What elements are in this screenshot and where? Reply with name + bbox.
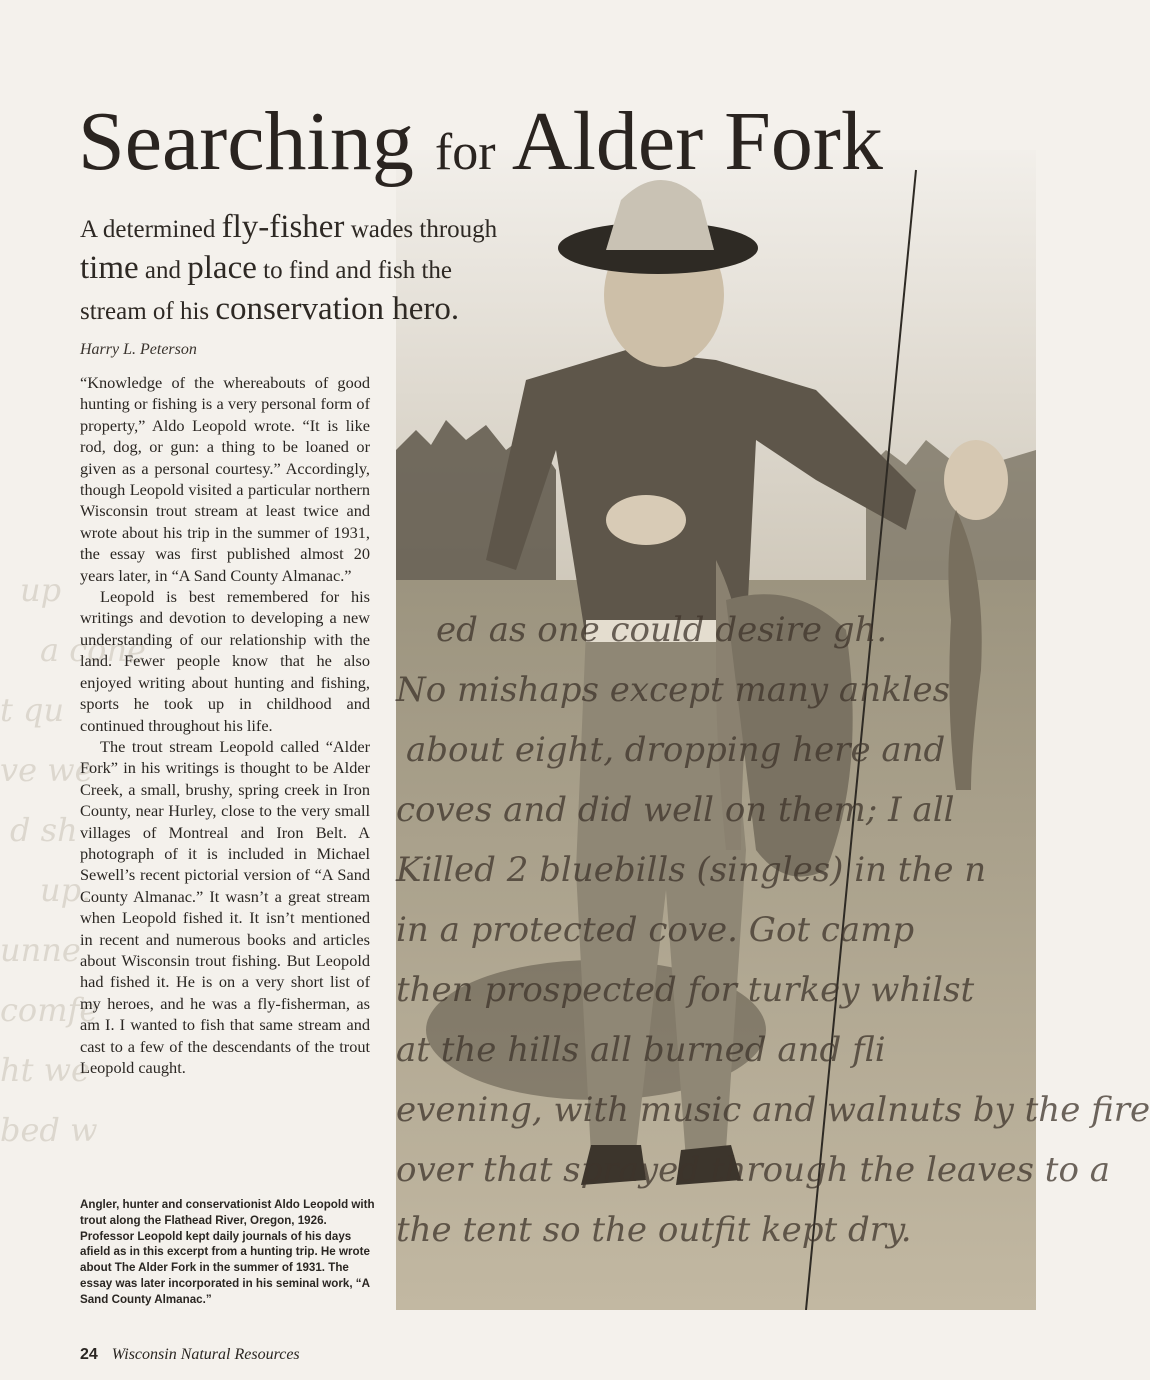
title-word-searching: Searching (78, 95, 414, 188)
title-word-for: for (434, 124, 496, 181)
handwriting-line: at the hills all burned and fli (396, 1030, 886, 1070)
handwriting-line: the tent so the outfit kept dry. (396, 1210, 912, 1250)
deck-text-emph: conservation hero. (215, 291, 460, 327)
handwriting-line: Killed 2 bluebills (singles) in the n (396, 850, 987, 890)
deck-text: to find and fish the (256, 257, 452, 284)
body-paragraph: Leopold is best remembered for his writings and devotion to developing a new understanding of our relationship with the land. Fewer people know that he also enjoyed writing about hunting and fishing, sports he took up in childhood and continued throughout his life. (80, 587, 370, 735)
left-handwriting-line: d sh (10, 811, 78, 849)
handwriting-line: then prospected for turkey whilst (396, 970, 975, 1010)
deck-text: A determined (80, 216, 222, 243)
article-deck (80, 208, 580, 331)
photo-caption: Angler, hunter and conservationist Aldo Leopold with trout along the Flathead River, Oregon, 1926. Professor Leopold kept daily journals of his days afield as in this excerpt from a hunting trip. He wrote about The Alder Fork in the summer of 1931. The essay was later incorporated in his seminal work, “A Sand County Almanac.” (80, 1198, 375, 1306)
deck-text-emph: time (80, 250, 139, 286)
handwriting-line: over that sprayed through the leaves to a (396, 1150, 1110, 1190)
article-title (78, 92, 1038, 203)
left-handwriting-line: ht we (0, 1051, 90, 1089)
left-handwriting-line: t qu (0, 691, 65, 729)
magazine-name: Wisconsin Natural Resources (111, 1346, 300, 1363)
deck-text: and (138, 257, 188, 284)
left-handwriting-line: up (20, 571, 62, 609)
left-handwriting-line: bed w (0, 1111, 98, 1149)
title-word-alder-fork: Alder Fork (511, 95, 883, 188)
handwriting-line: ed as one could desire gh. (436, 610, 888, 650)
article-body (80, 372, 370, 1078)
left-handwriting-line: a cone (40, 631, 146, 669)
deck-text-emph: fly-fisher (221, 209, 345, 245)
deck-text: wades through (344, 216, 498, 243)
left-handwriting-line: unne (0, 931, 81, 969)
handwriting-line: about eight, dropping here and (406, 730, 946, 770)
body-paragraph: The trout stream Leopold called “Alder Fork” in his writings is thought to be Alder Creek, a small, brushy, spring creek in Iron County, near Hurley, close to the very small villages of Montreal and Iron Belt. A photograph of it is included in Michael Sewell’s recent pictorial version of “A Sand County Almanac.” It wasn’t a great stream when Leopold fished it. It isn’t mentioned in recent and numerous books and articles about Wisconsin trout fishing. But Leopold had fished it. He is on a very short list of my heroes, and he was a fly-fisherman, as am I. I wanted to fish that same stream and cast to a few of the descendants of the trout Leopold caught. (80, 736, 370, 1077)
body-paragraph: “Knowledge of the whereabouts of good hunting or fishing is a very personal form of property,” Aldo Leopold wrote. “It is like rod, dog, or gun: a thing to be loaned or given as a personal courtesy.” Accordingly, though Leopold visited a particular northern Wisconsin trout stream at least twice and wrote about his trip in the summer of 1931, the essay was first published almost 20 years later, in “A Sand County Almanac.” (80, 373, 370, 585)
page-number: 24 (80, 1346, 98, 1363)
left-handwriting-line: up. (40, 871, 92, 909)
handwriting-line: evening, with music and walnuts by the fire (396, 1090, 1150, 1130)
handwriting-line: in a protected cove. Got camp (396, 910, 915, 950)
handwriting-line: No mishaps except many ankles (396, 670, 951, 710)
journal-handwriting-overlay (396, 600, 1150, 1320)
page-footer (80, 1346, 300, 1364)
left-handwriting-line: comfe (0, 991, 99, 1029)
deck-text: stream of his (80, 298, 216, 325)
deck-text-emph: place (187, 250, 257, 286)
author-byline: Harry L. Peterson (80, 341, 197, 358)
handwriting-line: coves and did well on them; I all (396, 790, 955, 830)
left-handwriting-line: ve we (0, 751, 94, 789)
page-bottom-margin (0, 1310, 1036, 1380)
